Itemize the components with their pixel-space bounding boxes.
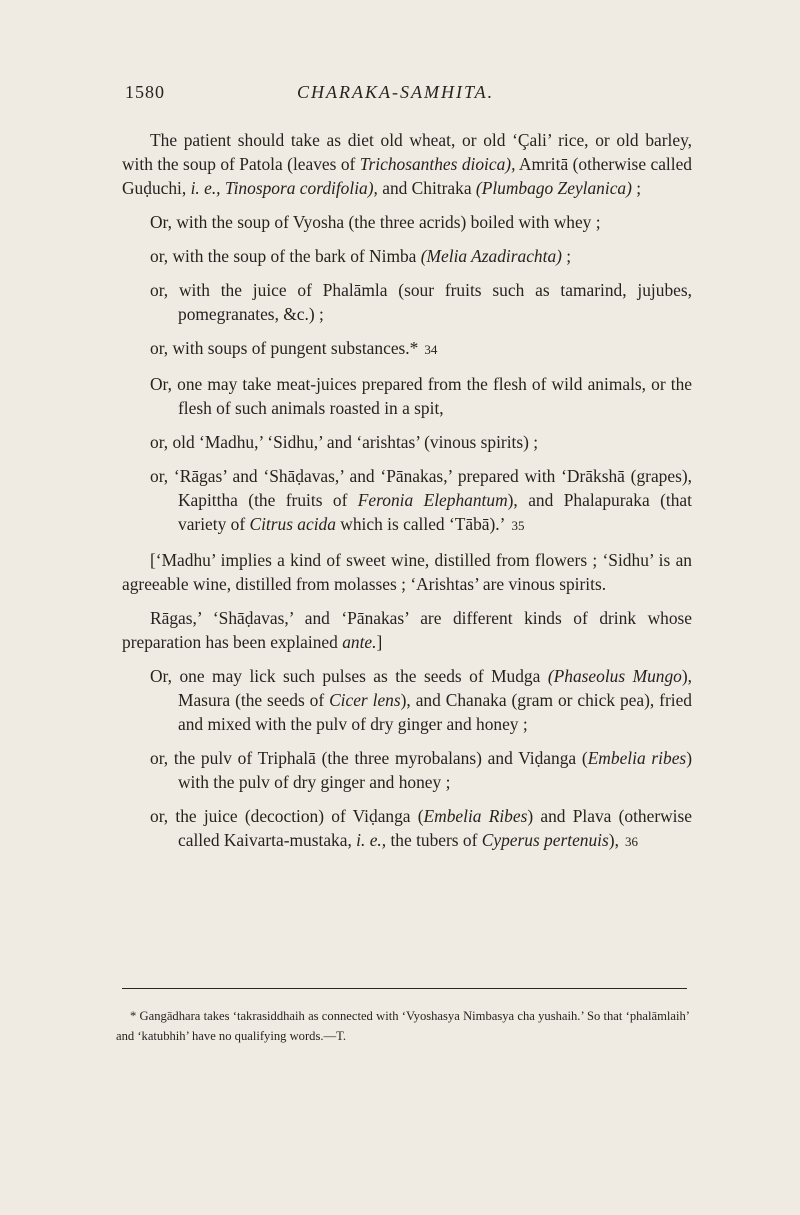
paragraph <box>122 430 692 454</box>
text-run: Rāgas,’ ‘Shāḍavas,’ and ‘Pānakas’ are different kinds of drink whose preparation has been explained <box>122 608 692 652</box>
main-text <box>122 128 692 864</box>
paragraph <box>122 464 692 538</box>
text-run: ; <box>561 246 572 266</box>
text-run: ) and Plava (otherwise called Kaivarta-mustaka, <box>178 806 692 850</box>
italic-term: ante. <box>342 632 377 652</box>
paragraph <box>122 278 692 326</box>
italic-term: Cyperus pertenuis <box>481 830 609 850</box>
italic-term: i. e., <box>356 830 387 850</box>
text-run: or, with the juice of Phalāmla (sour fruits such as tamarind, jujubes, pomegranates, &c.) ; <box>150 280 692 324</box>
italic-term: i. e., Tinospora cordifolia), <box>190 178 378 198</box>
paragraph <box>122 548 692 596</box>
text-run: ) with the pulv of dry ginger and honey ; <box>178 748 692 792</box>
paragraph <box>122 664 692 736</box>
paragraph <box>122 210 692 234</box>
paragraph <box>122 244 692 268</box>
paragraph <box>122 746 692 794</box>
page-number: 1580 <box>125 82 165 102</box>
paragraph <box>122 372 692 420</box>
text-run: or, the pulv of Triphalā (the three myrobalans) and Viḍanga ( <box>150 748 588 768</box>
italic-term: Cicer lens <box>329 690 401 710</box>
text-run: Or, with the soup of Vyosha (the three acrids) boiled with whey ; <box>150 212 601 232</box>
text-run: and Chitraka <box>377 178 476 198</box>
italic-term: Embelia ribes <box>587 748 687 768</box>
italic-term: (Phaseolus Mungo <box>547 666 682 686</box>
text-run: ), <box>608 830 619 850</box>
italic-term: Citrus acida <box>249 514 336 534</box>
page-header <box>125 82 685 108</box>
text-run: the tubers of <box>386 830 482 850</box>
text-run: ), and Phalapuraka (that variety of <box>178 490 692 534</box>
italic-term: Feronia Elephantum <box>357 490 508 510</box>
text-run: ; <box>631 178 642 198</box>
running-title: CHARAKA-SAMHITA. <box>297 82 495 102</box>
text-run: Or, one may lick such pulses as the seeds of Mudga <box>150 666 548 686</box>
paragraph <box>122 128 692 200</box>
text-run: [‘Madhu’ implies a kind of sweet wine, distilled from flowers ; ‘Sidhu’ is an agreeable wine, distilled from molasses ; ‘Arishtas’ are vinous spirits. <box>122 550 692 594</box>
italic-term: (Melia Azadirachta) <box>420 246 562 266</box>
text-run: or, with soups of pungent substances.* <box>150 338 419 358</box>
paragraph <box>122 606 692 654</box>
text-run: or, the juice (decoction) of Viḍanga ( <box>150 806 424 826</box>
text-run: ] <box>376 632 383 652</box>
verse-number: 36 <box>624 834 638 849</box>
italic-term: Embelia Ribes <box>423 806 528 826</box>
text-run: or, with the soup of the bark of Nimba <box>150 246 421 266</box>
text-run: or, old ‘Madhu,’ ‘Sidhu,’ and ‘arishtas’ (vinous spirits) ; <box>150 432 539 452</box>
paragraph <box>122 804 692 854</box>
text-run: Amritā (otherwise called Guḍuchi, <box>122 154 692 198</box>
text-run: The patient should take as diet old wheat, or old ‘Çali’ rice, or old barley, with the soup of Patola (leaves of <box>122 130 692 174</box>
text-run: which is called ‘Tābā).’ <box>335 514 506 534</box>
verse-number: 34 <box>424 342 438 357</box>
text-run: or, ‘Rāgas’ and ‘Shāḍavas,’ and ‘Pānakas,’ prepared with ‘Drākshā (grapes), Kapittha (the fruits of <box>150 466 692 510</box>
text-run: ), Masura (the seeds of <box>178 666 692 710</box>
paragraph <box>122 336 692 362</box>
italic-term: (Plumbago Zeylanica) <box>475 178 632 198</box>
footnote-rule <box>122 988 687 989</box>
text-run: ), and Chanaka (gram or chick pea), fried and mixed with the pulv of dry ginger and honey ; <box>178 690 692 734</box>
footnote: * Gangādhara takes ‘takrasiddhaih as connected with ‘Vyoshasya Nimbasya cha yushaih.’ So that ‘phalāmlaih’ and ‘katubhih’ have no qualifying words.—T. <box>116 1009 690 1043</box>
text-run: Or, one may take meat-juices prepared from the flesh of wild animals, or the flesh of such animals roasted in a spit, <box>150 374 692 418</box>
italic-term: Trichosanthes dioica), <box>359 154 516 174</box>
verse-number: 35 <box>511 518 525 533</box>
